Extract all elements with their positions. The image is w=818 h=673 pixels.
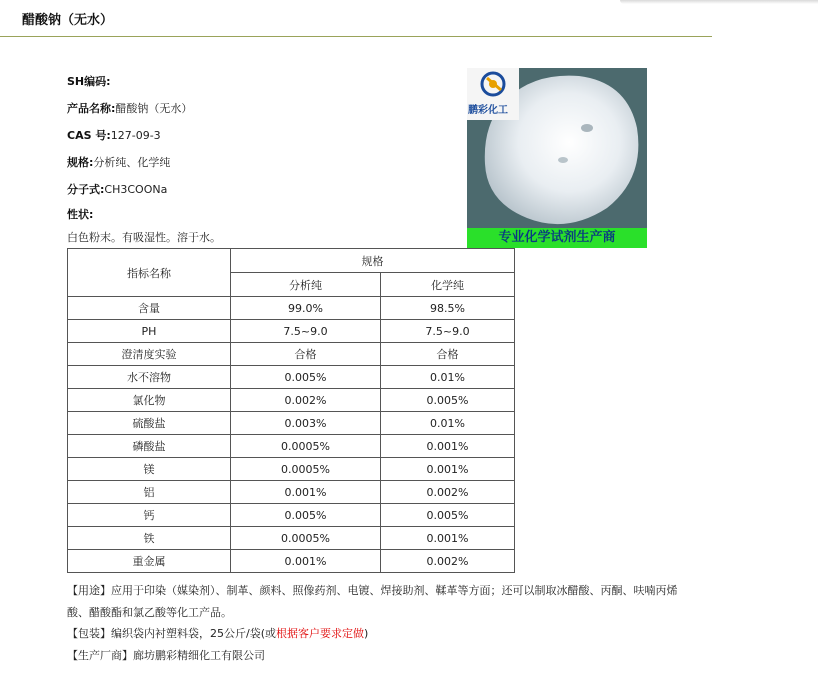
table-row (68, 458, 515, 481)
row-cp-value: 0.002% (381, 481, 515, 504)
photo-banner: 专业化学试剂生产商 (467, 228, 647, 248)
packaging-text: 【包装】编织袋内衬塑料袋，25公斤/袋(或 (67, 627, 276, 640)
table-row (68, 389, 515, 412)
table-row (68, 481, 515, 504)
row-ar-value: 0.001% (231, 481, 381, 504)
spec-table (67, 248, 515, 573)
row-ar-value: 0.002% (231, 389, 381, 412)
table-row (68, 550, 515, 573)
title-divider (0, 36, 712, 37)
row-cp-value: 0.001% (381, 527, 515, 550)
row-name: 钙 (68, 504, 231, 527)
usage-paragraph: 【用途】应用于印染（媒染剂）、制革、颜料、照像药剂、电镀、焊接助剂、鞣革等方面；还可以制取冰醋酸、丙酮、呋喃丙烯酸、醋酸酯和氯乙酸等化工产品。 (67, 584, 678, 619)
header-analytical-grade: 分析纯 (231, 273, 381, 297)
row-ar-value: 0.0005% (231, 458, 381, 481)
top-edge-shadow (620, 0, 818, 4)
row-ar-value: 0.0005% (231, 435, 381, 458)
row-name: PH (68, 320, 231, 343)
formula-line (67, 183, 167, 197)
cas-label: CAS 号: (67, 129, 111, 142)
row-cp-value: 合格 (381, 343, 515, 366)
row-name: 水不溶物 (68, 366, 231, 389)
formula-label: 分子式: (67, 183, 105, 196)
header-index-name: 指标名称 (68, 249, 231, 297)
row-cp-value: 7.5~9.0 (381, 320, 515, 343)
product-photo (467, 68, 647, 248)
cas-line (67, 129, 161, 143)
row-ar-value: 99.0% (231, 297, 381, 320)
formula-value: CH3COONa (104, 183, 168, 196)
row-cp-value: 0.001% (381, 435, 515, 458)
sh-code-label: SH编码: (67, 75, 111, 88)
table-row (68, 320, 515, 343)
property-label: 性状: (67, 208, 94, 221)
packaging-custom-note: 根据客户要求定做 (276, 627, 364, 640)
row-name: 硫酸盐 (68, 412, 231, 435)
logo-mark-icon (467, 68, 519, 102)
grade-value: 分析纯、化学纯 (93, 156, 171, 169)
table-row (68, 412, 515, 435)
table-row (68, 435, 515, 458)
row-cp-value: 0.01% (381, 366, 515, 389)
row-cp-value: 0.005% (381, 504, 515, 527)
row-cp-value: 0.001% (381, 458, 515, 481)
property-value: 白色粉末。有吸湿性。溶于水。 (67, 231, 221, 244)
table-row (68, 297, 515, 320)
row-ar-value: 0.005% (231, 504, 381, 527)
row-name: 铁 (68, 527, 231, 550)
table-row (68, 527, 515, 550)
table-row (68, 343, 515, 366)
table-header-row (68, 249, 515, 273)
row-name: 重金属 (68, 550, 231, 573)
row-ar-value: 0.003% (231, 412, 381, 435)
row-cp-value: 98.5% (381, 297, 515, 320)
row-cp-value: 0.002% (381, 550, 515, 573)
row-name: 铝 (68, 481, 231, 504)
packaging-line (67, 623, 687, 645)
row-name: 氯化物 (68, 389, 231, 412)
grade-line (67, 156, 170, 170)
header-spec: 规格 (231, 249, 515, 273)
cas-value: 127-09-3 (110, 129, 161, 142)
row-name: 含量 (68, 297, 231, 320)
page-title: 醋酸钠（无水） (22, 13, 114, 28)
row-name: 磷酸盐 (68, 435, 231, 458)
row-ar-value: 7.5~9.0 (231, 320, 381, 343)
packaging-close: ) (364, 627, 369, 640)
grade-label: 规格: (67, 156, 94, 169)
row-cp-value: 0.005% (381, 389, 515, 412)
row-ar-value: 0.005% (231, 366, 381, 389)
row-ar-value: 合格 (231, 343, 381, 366)
manufacturer-line: 【生产厂商】廊坊鹏彩精细化工有限公司 (67, 649, 265, 662)
product-name-label: 产品名称: (67, 102, 116, 115)
product-name-value: 醋酸钠（无水） (115, 102, 193, 115)
row-name: 澄清度实验 (68, 343, 231, 366)
header-chemical-grade: 化学纯 (381, 273, 515, 297)
row-name: 镁 (68, 458, 231, 481)
property-line (67, 208, 93, 222)
row-ar-value: 0.001% (231, 550, 381, 573)
table-row (68, 504, 515, 527)
row-cp-value: 0.01% (381, 412, 515, 435)
logo-text: 鹏彩化工 (468, 105, 508, 116)
row-ar-value: 0.0005% (231, 527, 381, 550)
sh-code-line (67, 75, 111, 89)
product-name-line (67, 102, 192, 116)
table-row (68, 366, 515, 389)
company-logo (467, 68, 519, 120)
